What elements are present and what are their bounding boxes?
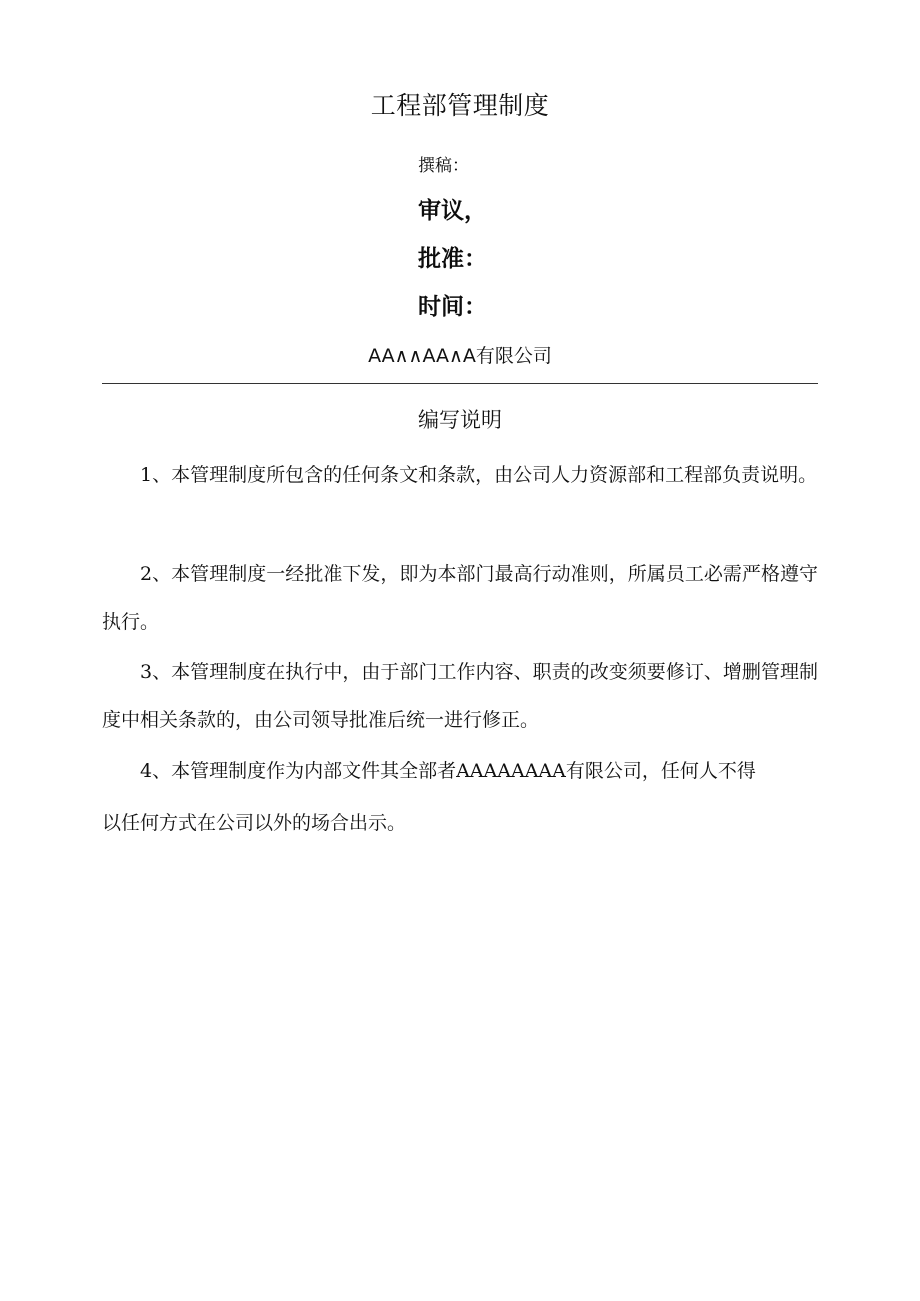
- section-title: 编写说明: [418, 408, 502, 432]
- paragraph-1: 1、本管理制度所包含的任何条文和条款，由公司人力资源部和工程部负责说明。: [140, 464, 818, 486]
- time-field: 时间：: [418, 294, 487, 320]
- draft-field: 撰稿：: [418, 156, 469, 176]
- approve-field: 批准：: [418, 246, 487, 272]
- paragraph-4: 4、本管理制度作为内部文件其全部者AAAAAAAA有限公司，任何人不得: [140, 760, 756, 782]
- divider: [102, 383, 818, 384]
- review-field: 审议，: [418, 198, 487, 224]
- paragraph-3: 3、本管理制度在执行中，由于部门工作内容、职责的改变须要修订、增删管理制度中相关条款的，由公司领导批准后统一进行修正。: [102, 661, 818, 731]
- paragraph-4-continuation: 以任何方式在公司以外的场合出示。: [102, 812, 407, 834]
- company-name: AA∧∧AA∧A有限公司: [368, 345, 552, 367]
- document-title: 工程部管理制度: [370, 91, 550, 120]
- paragraph-2: 2、本管理制度一经批准下发，即为本部门最高行动准则，所属员工必需严格遵守执行。: [102, 563, 818, 633]
